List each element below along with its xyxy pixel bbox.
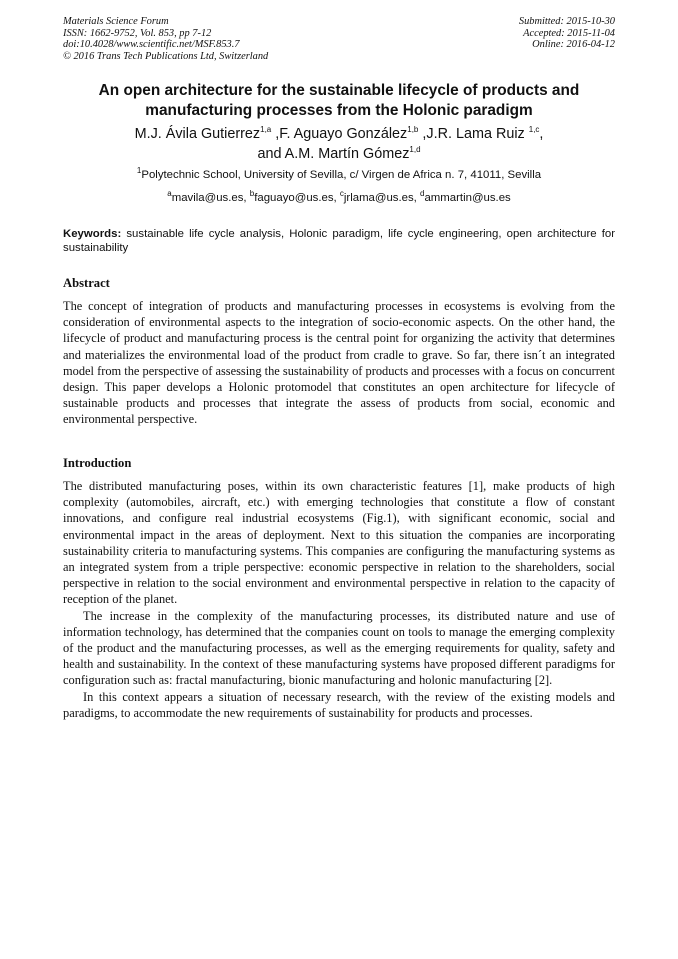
email-link[interactable]: mavila@us.es, (171, 192, 250, 204)
submitted-date: Submitted: 2015-10-30 (518, 16, 615, 27)
issn-volume: ISSN: 1662-9752, Vol. 853, pp 7-12 (63, 27, 212, 39)
keywords-text: sustainable life cycle analysis, Holonic paradigm, life cycle engineering, open architecture for sustainability (63, 228, 615, 255)
author-name: and A.M. Martín Gómez (257, 146, 410, 162)
author-name: ,J.R. Lama Ruiz (418, 126, 529, 142)
introduction-body (63, 478, 615, 721)
abstract-body (63, 298, 615, 428)
author-name: ,F. Aguayo González (271, 126, 408, 142)
intro-paragraph: The increase in the complexity of the manufacturing processes, its distributed nature and use of information technology, has determined that the companies count on tools to manage the emerging complexity of the product and the manufacturing processes, as well as the emerging requirements for quality, safety and health and sustainability. In the context of these manufacturing systems have proposed different paradigms for configuration such as: fractal manufacturing, bionic manufacturing and holonic manufacturing [2]. (63, 608, 615, 688)
author-affil-sup: 1,b (407, 125, 419, 135)
introduction-heading: Introduction (63, 456, 132, 470)
abstract-heading: Abstract (63, 276, 110, 290)
email-link[interactable]: jrlama@us.es, (343, 192, 421, 204)
author-separator: , (539, 126, 544, 142)
author-emails (63, 191, 615, 205)
email-sup: b (249, 189, 255, 199)
author-name: M.J. Ávila Gutierrez (134, 126, 261, 142)
intro-paragraph: The distributed manufacturing poses, within its own characteristic features [1], make products of high complexity (automobiles, aircraft, etc.) with emerging technologies that constitute a flow of constant innovations, and configure real industrial ecosystems (Fig.1), with significant economic, social and environmental impact in the areas of deployment. Next to this situation the companies are incorporating sustainability criteria to manufacturing systems. This companies are configuring the manufacturing systems as an integrated system from a triple perspective: economic perspective in relation to the shareholders, social perspective in relation to the social environment and environmental perspective in relation to the capacity of reception of the planet. (63, 479, 615, 607)
author-list (63, 124, 615, 164)
online-date: Online: 2016-04-12 (532, 39, 615, 51)
intro-paragraph: In this context appears a situation of necessary research, with the review of the existing models and paradigms, to accommodate the new requirements of sustainability for products and processes. (63, 689, 615, 720)
affiliation-text: Polytechnic School, University of Sevilla, c/ Virgen de Africa n. 7, 41011, Sevilla (141, 169, 542, 181)
abstract-paragraph: The concept of integration of products and manufacturing processes in ecosystems is evolving from the consideration of environmental aspects to the integration of socio-economic aspects. On the other hand, the lifecycle of product and manufacturing process is the central point for organizing the activity that determines and materializes the environmental load of the product from cradle to grave. So far, there isn´t an integrated model from the perspective of assessing the sustainability of products and processes with a focus on concurrent design. This paper develops a Holonic protomodel that constitutes an open architecture for lifecycle of sustainable products and processes that integrate the assess of products from social, economic and environmental perspective. (63, 299, 615, 427)
doi[interactable]: doi:10.4028/www.scientific.net/MSF.853.7 (63, 39, 240, 51)
copyright: © 2016 Trans Tech Publications Ltd, Switzerland (63, 50, 269, 62)
author-affil-sup: 1,c (528, 125, 540, 135)
keywords (63, 227, 615, 256)
author-affil-sup: 1,a (260, 125, 272, 135)
email-link[interactable]: faguayo@us.es, (254, 192, 340, 204)
email-sup: c (339, 189, 344, 199)
affiliation (63, 168, 615, 182)
affiliation-sup: 1 (136, 166, 142, 176)
email-sup: d (420, 189, 425, 199)
journal-name: Materials Science Forum (63, 16, 169, 27)
accepted-date: Accepted: 2015-11-04 (523, 27, 615, 39)
publication-dates (519, 16, 615, 51)
paper-title: An open architecture for the sustainable lifecycle of products and manufacturing processes from the Holonic paradigm (98, 82, 580, 119)
journal-info (63, 16, 268, 62)
author-affil-sup: 1,d (409, 145, 421, 155)
email-link[interactable]: ammartin@us.es (424, 192, 511, 204)
keywords-label: Keywords: (63, 228, 122, 240)
email-sup: a (167, 189, 172, 199)
